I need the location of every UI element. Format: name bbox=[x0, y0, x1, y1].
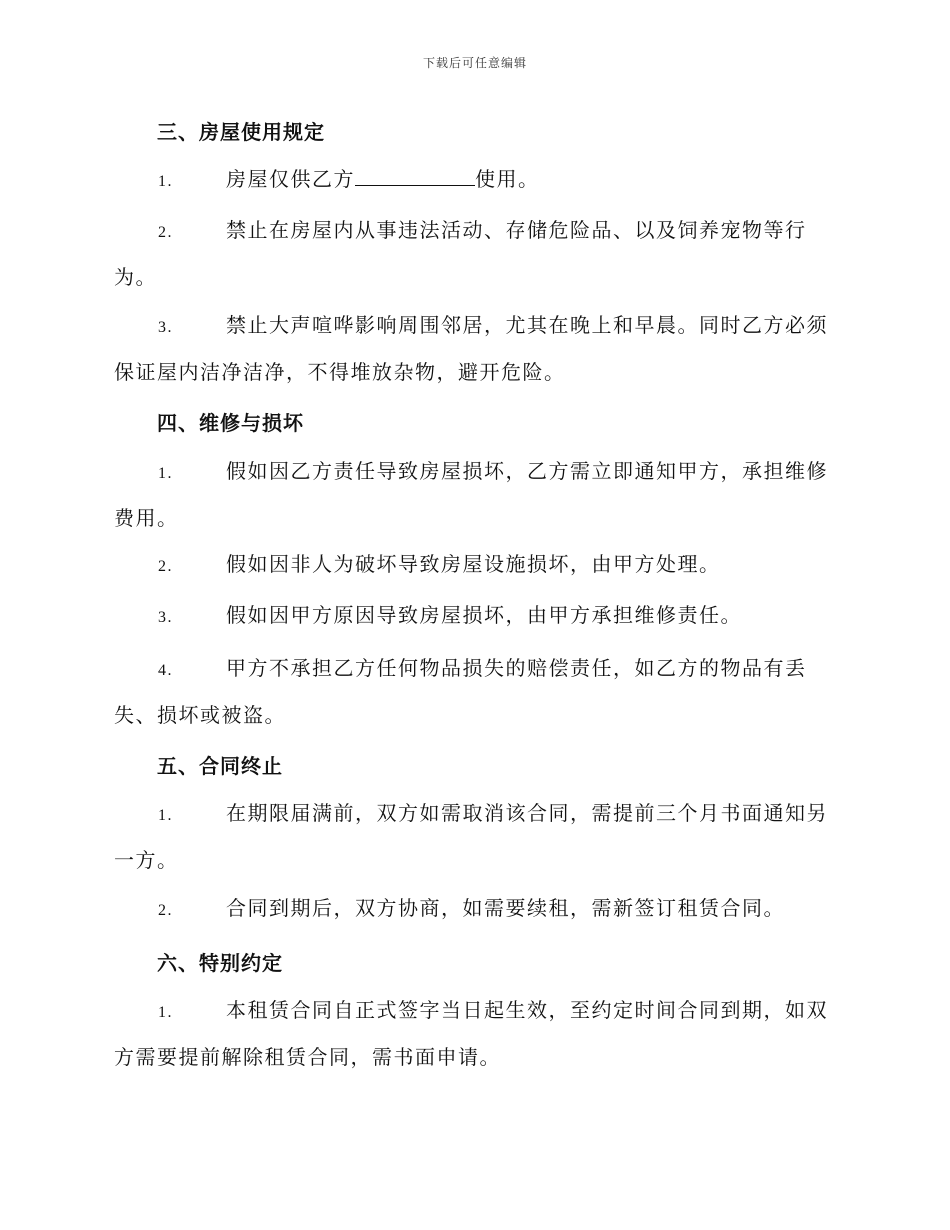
list-item bbox=[114, 303, 834, 394]
item-number: 1. bbox=[158, 465, 173, 482]
item-number: 2. bbox=[158, 902, 173, 919]
item-number: 4. bbox=[158, 662, 173, 679]
item-number: 1. bbox=[158, 173, 173, 190]
item-text: 禁止大声喧哗影响周围邻居，尤其在晚上和早晨。同时乙方必须保证屋内洁净洁净，不得堆放杂物，避开危险。 bbox=[114, 313, 828, 384]
item-text: 本租赁合同自正式签字当日起生效，至约定时间合同到期，如双方需要提前解除租赁合同，需书面申请。 bbox=[114, 998, 828, 1069]
item-text: 假如因非人为破坏导致房屋设施损坏，由甲方处理。 bbox=[226, 552, 721, 576]
item-text: 房屋仅供乙方 bbox=[226, 167, 355, 191]
list-item bbox=[114, 157, 834, 204]
item-text: 甲方不承担乙方任何物品损失的赔偿责任，如乙方的物品有丢失、损坏或被盗。 bbox=[114, 656, 807, 727]
list-item bbox=[114, 593, 834, 640]
item-text: 假如因甲方原因导致房屋损坏，由甲方承担维修责任。 bbox=[226, 603, 742, 627]
item-number: 1. bbox=[158, 807, 173, 824]
list-item bbox=[114, 988, 834, 1079]
item-text: 假如因乙方责任导致房屋损坏，乙方需立即通知甲方，承担维修费用。 bbox=[114, 459, 828, 530]
item-number: 2. bbox=[158, 224, 173, 241]
list-item bbox=[114, 791, 834, 882]
section-heading: 五、合同终止 bbox=[157, 754, 283, 778]
fill-in-blank bbox=[355, 163, 475, 186]
list-item bbox=[114, 886, 834, 933]
item-number: 3. bbox=[158, 319, 173, 336]
item-number: 3. bbox=[158, 609, 173, 626]
list-item bbox=[114, 646, 834, 737]
section-heading: 四、维修与损坏 bbox=[157, 411, 304, 435]
item-number: 1. bbox=[158, 1004, 173, 1021]
item-text: 合同到期后，双方协商，如需要续租，需新签订租赁合同。 bbox=[226, 896, 785, 920]
list-item bbox=[114, 542, 834, 589]
section-heading: 六、特别约定 bbox=[157, 951, 283, 975]
list-item bbox=[114, 449, 834, 540]
page-header: 下载后可任意编辑 bbox=[422, 56, 527, 70]
item-text: 在期限届满前，双方如需取消该合同，需提前三个月书面通知另一方。 bbox=[114, 801, 828, 872]
item-text: 使用。 bbox=[475, 167, 540, 191]
item-text: 禁止在房屋内从事违法活动、存储危险品、以及饲养宠物等行为。 bbox=[114, 218, 807, 289]
section-heading: 三、房屋使用规定 bbox=[157, 120, 325, 144]
list-item bbox=[114, 208, 834, 299]
item-number: 2. bbox=[158, 558, 173, 575]
